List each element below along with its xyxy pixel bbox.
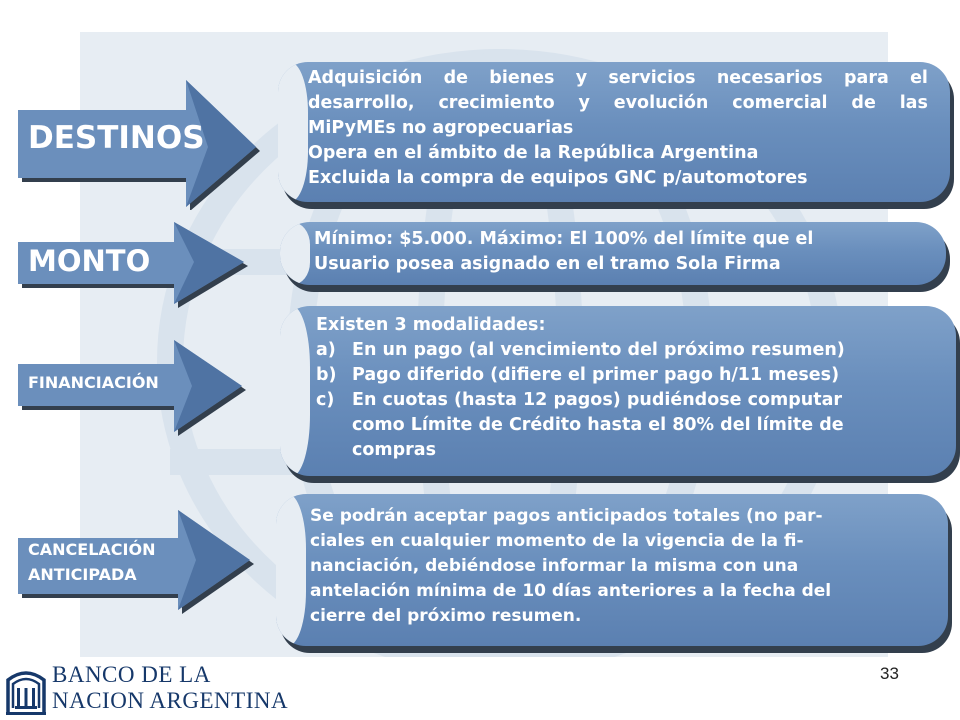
cancelacion-line-3: nanciación, debiéndose informar la misma con una bbox=[310, 556, 799, 576]
destinos-line-5: Excluida la compra de equipos GNC p/automotores bbox=[308, 168, 808, 188]
financiacion-text bbox=[316, 313, 956, 463]
cancelacion-box bbox=[276, 494, 948, 646]
destinos-arrow bbox=[18, 80, 260, 210]
cancelacion-line-2: ciales en cualquier momento de la vigencia de la fi- bbox=[310, 531, 804, 551]
financiacion-item-b: b) Pago diferido (difiere el primer pago h/11 meses) bbox=[316, 365, 840, 385]
bank-logo bbox=[4, 660, 289, 718]
cancelacion-line-1: Se podrán aceptar pagos anticipados totales (no par- bbox=[310, 506, 823, 526]
financiacion-label: FINANCIACIÓN bbox=[28, 373, 159, 392]
destinos-line-4: Opera en el ámbito de la República Argentina bbox=[308, 143, 759, 163]
financiacion-item-a: a) En un pago (al vencimiento del próximo resumen) bbox=[316, 340, 845, 360]
destinos-line-3: MiPyMEs no agropecuarias bbox=[308, 118, 574, 138]
destinos-label: DESTINOS bbox=[28, 120, 205, 156]
destinos-box bbox=[278, 62, 950, 202]
monto-arrow bbox=[18, 222, 248, 310]
page-number: 33 bbox=[880, 664, 899, 683]
logo-line-2: NACION ARGENTINA bbox=[52, 688, 289, 713]
cancelacion-label-line2: ANTICIPADA bbox=[28, 565, 137, 584]
cancelacion-label-line1: CANCELACIÓN bbox=[28, 540, 156, 559]
destinos-line-1: Adquisición de bienes y servicios necesarios para el bbox=[308, 68, 928, 88]
financiacion-box bbox=[280, 306, 956, 476]
logo-line-1: BANCO DE LA bbox=[52, 662, 211, 687]
monto-line-1: Mínimo: $5.000. Máximo: El 100% del límite que el bbox=[314, 229, 814, 249]
financiacion-continuation-1: como Límite de Crédito hasta el 80% del límite de bbox=[352, 415, 844, 435]
financiacion-intro: Existen 3 modalidades: bbox=[316, 315, 546, 335]
bank-building-icon bbox=[4, 662, 48, 716]
cancelacion-line-5: cierre del próximo resumen. bbox=[310, 606, 582, 626]
financiacion-arrow bbox=[18, 340, 248, 436]
destinos-text bbox=[308, 66, 928, 191]
cancelacion-arrow bbox=[18, 510, 258, 614]
destinos-line-2: desarrollo, crecimiento y evolución comercial de las bbox=[308, 93, 928, 113]
monto-box bbox=[280, 222, 946, 285]
monto-label: MONTO bbox=[28, 244, 151, 278]
financiacion-item-c: c) En cuotas (hasta 12 pagos) pudiéndose computar bbox=[316, 390, 843, 410]
monto-text bbox=[314, 227, 934, 277]
cancelacion-text bbox=[310, 504, 940, 629]
monto-line-2: Usuario posea asignado en el tramo Sola Firma bbox=[314, 254, 781, 274]
cancelacion-line-4: antelación mínima de 10 días anteriores a la fecha del bbox=[310, 581, 832, 601]
financiacion-continuation-2: compras bbox=[352, 440, 437, 460]
